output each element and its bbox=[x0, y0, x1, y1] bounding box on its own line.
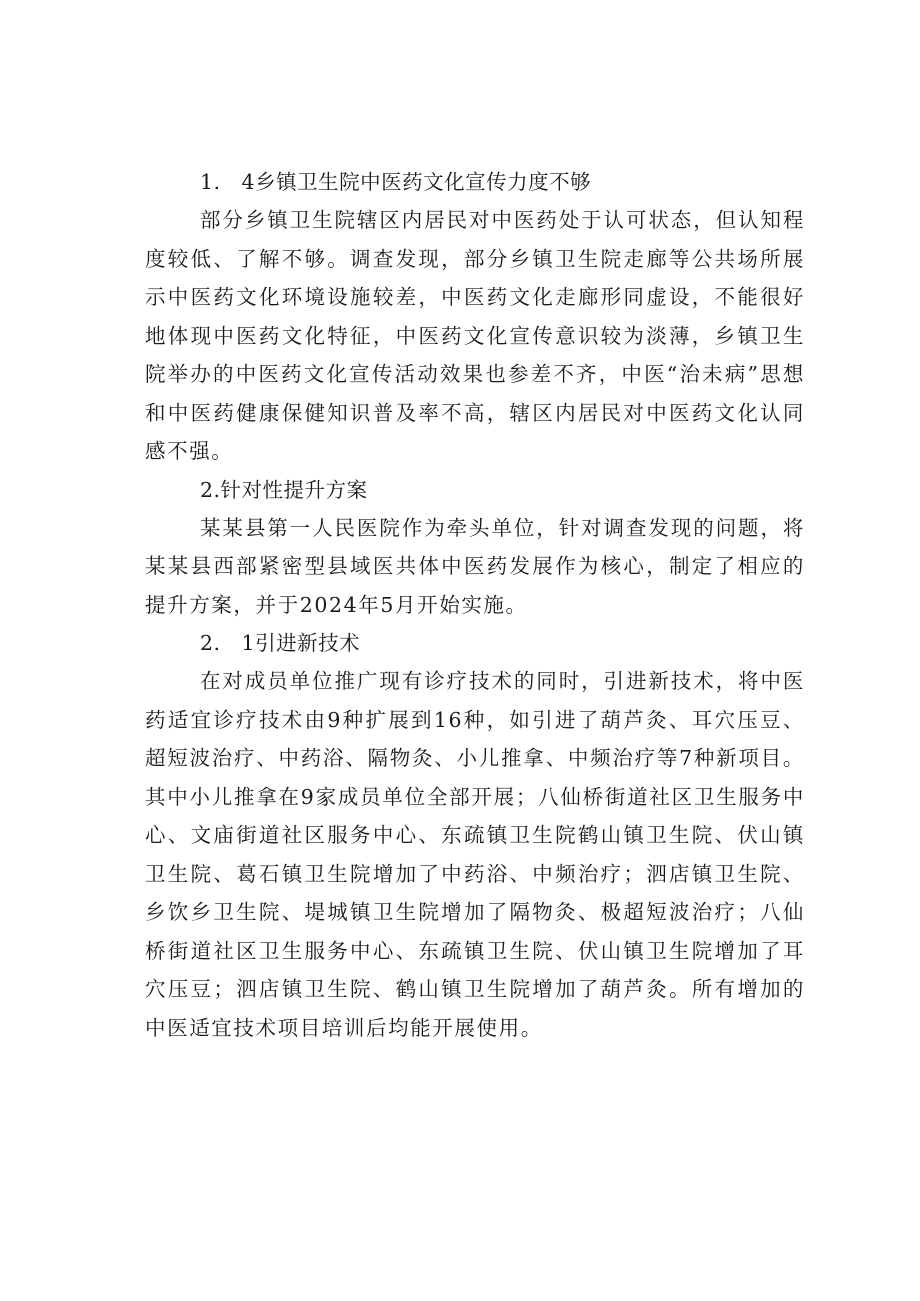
section-paragraph-2: 某某县第一人民医院作为牵头单位，针对调查发现的问题，将某某县西部紧密型县域医共体中医药发展作为核心，制定了相应的提升方案，并于2024年5月开始实施。 bbox=[145, 515, 805, 617]
section-paragraph-2-1: 在对成员单位推广现有诊疗技术的同时，引进新技术，将中医药适宜诊疗技术由9种扩展到16种，如引进了葫芦灸、耳穴压豆、超短波治疗、中药浴、隔物灸、小儿推拿、中频治疗等7种新项目。其中小儿推拿在9家成员单位全部开展；八仙桥街道社区卫生服务中心、文庙街道社区服务中心、东疏镇卫生院鹤山镇卫生院、伏山镇卫生院、葛石镇卫生院增加了中药浴、中频治疗；泗店镇卫生院、乡饮乡卫生院、堤城镇卫生院增加了隔物灸、极超短波治疗；八仙桥街道社区卫生服务中心、东疏镇卫生院、伏山镇卫生院增加了耳穴压豆；泗店镇卫生院、鹤山镇卫生院增加了葫芦灸。所有增加的中医适宜技术项目培训后均能开展使用。 bbox=[145, 669, 805, 1040]
section-heading-2-1: 2. 1引进新技术 bbox=[200, 631, 361, 655]
section-heading-2: 2.针对性提升方案 bbox=[200, 477, 368, 502]
section-paragraph-1-4: 部分乡镇卫生院辖区内居民对中医药处于认可状态，但认知程度较低、了解不够。调查发现，部分乡镇卫生院走廊等公共场所展示中医药文化环境设施较差，中医药文化走廊形同虚设，不能很好地体现中医药文化特征，中医药文化宣传意识较为淡薄，乡镇卫生院举办的中医药文化宣传活动效果也参差不齐，中医“治未病”思想和中医药健康保健知识普及率不高，辖区内居民对中医药文化认同感不强。 bbox=[145, 208, 805, 463]
document-body bbox=[145, 160, 805, 1047]
section-heading-1-4: 1. 4乡镇卫生院中医药文化宣传力度不够 bbox=[200, 170, 592, 194]
